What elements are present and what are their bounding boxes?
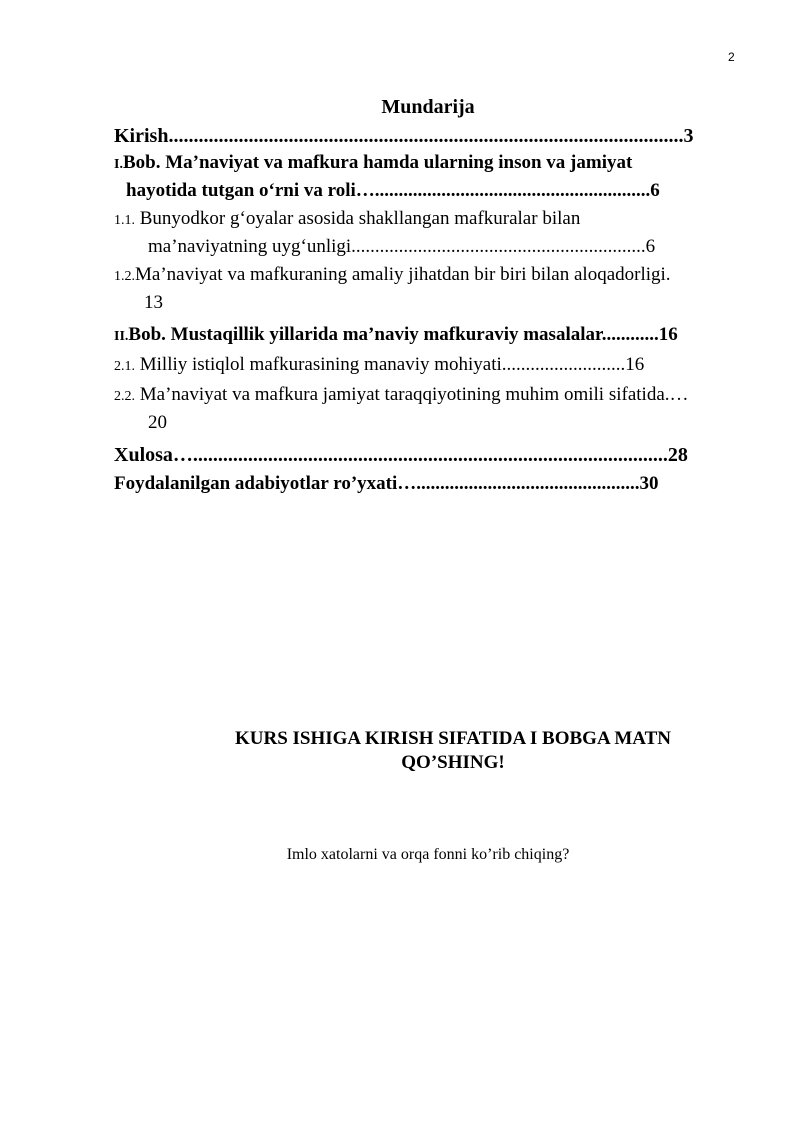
toc-entry-dots: .......................................................... [374, 180, 651, 201]
toc-entry-line2 [114, 290, 754, 316]
toc-entry-1-1 [114, 206, 754, 260]
toc-entry-kirish [114, 122, 754, 150]
toc-entry-line1 [114, 206, 754, 234]
toc-entry-prefix: 2.1. [114, 359, 135, 374]
toc-entry-2-1 [114, 352, 754, 380]
table-of-contents [114, 122, 754, 498]
toc-entry-page: 6 [645, 236, 656, 257]
toc-entry-dots: ....................................................................................................... [168, 125, 684, 147]
toc-entry-page: 16 [658, 324, 678, 345]
toc-entry-page: 16 [625, 354, 645, 375]
toc-entry-dots: ............................................... [416, 473, 640, 494]
toc-entry-xulosa [114, 440, 754, 470]
toc-entry-text: Kirish [114, 125, 169, 147]
toc-entry-dots: ............................................................................................... [192, 444, 668, 466]
notice-heading [200, 727, 706, 775]
toc-entry-prefix: I. [114, 157, 123, 172]
toc-entry-text: Bunyodkor g‘oyalar asosida shakllangan mafkuralar bilan [135, 208, 581, 229]
toc-entry-page: 6 [650, 180, 660, 201]
page-number: 2 [728, 50, 735, 64]
toc-entry-line1 [114, 150, 754, 178]
toc-entry-prefix: II. [114, 329, 129, 344]
toc-entry-page: 28 [667, 444, 688, 466]
toc-entry-text: Bob. Ma’naviyat va mafkura hamda ularning inson va jamiyat [122, 152, 633, 173]
toc-entry-prefix: 1.2. [114, 269, 135, 284]
toc-entry-line2 [114, 410, 754, 436]
toc-entry-line1 [114, 262, 754, 290]
toc-entry-text: Milliy istiqlol mafkurasining manaviy mohiyati [135, 354, 502, 375]
toc-entry-text-cont: ma’naviyatning uyg‘unligi [148, 236, 352, 257]
toc-entry-bob-1 [114, 150, 754, 204]
toc-entry-line2 [114, 234, 754, 260]
toc-entry-line1 [114, 382, 754, 410]
toc-entry-dots: ............ [601, 324, 659, 345]
toc-entry-dots: .......................... [501, 354, 626, 375]
toc-entry-prefix: 1.1. [114, 213, 135, 228]
toc-entry-page: 30 [639, 473, 659, 494]
toc-entry-prefix: 2.2. [114, 389, 135, 404]
toc-entry-text: Bob. Mustaqillik yillarida ma’naviy mafkuraviy masalalar [128, 324, 602, 345]
toc-entry-page: 20 [148, 412, 167, 433]
toc-title: Mundarija [381, 96, 475, 118]
notice-subtext: Imlo xatolarni va orqa fonni ko’rib chiqing? [286, 846, 570, 863]
notice-heading-line1: KURS ISHIGA KIRISH SIFATIDA I BOBGA MATN [234, 728, 672, 749]
toc-entry-dots: .............................................................. [351, 236, 646, 257]
notice-heading-line2: QO’SHING! [401, 752, 505, 773]
toc-entry-page: 13 [144, 292, 163, 313]
toc-entry-1-2 [114, 262, 754, 316]
toc-entry-text: Foydalanilgan adabiyotlar ro’yxati… [114, 473, 417, 494]
toc-entry-text-cont: hayotida tutgan o‘rni va roli… [126, 180, 375, 201]
toc-entry-bob-2 [114, 322, 754, 350]
toc-entry-line2 [114, 178, 754, 204]
toc-entry-text: Xulosa… [114, 444, 193, 466]
toc-entry-text: Ma’naviyat va mafkura jamiyat taraqqiyotining muhim omili sifatida.… [135, 384, 689, 405]
toc-entry-adabiyotlar [114, 470, 754, 498]
toc-entry-text: Ma’naviyat va mafkuraning amaliy jihatdan bir biri bilan aloqadorligi. [135, 264, 671, 285]
toc-entry-2-2 [114, 382, 754, 436]
toc-entry-page: 3 [683, 125, 694, 147]
